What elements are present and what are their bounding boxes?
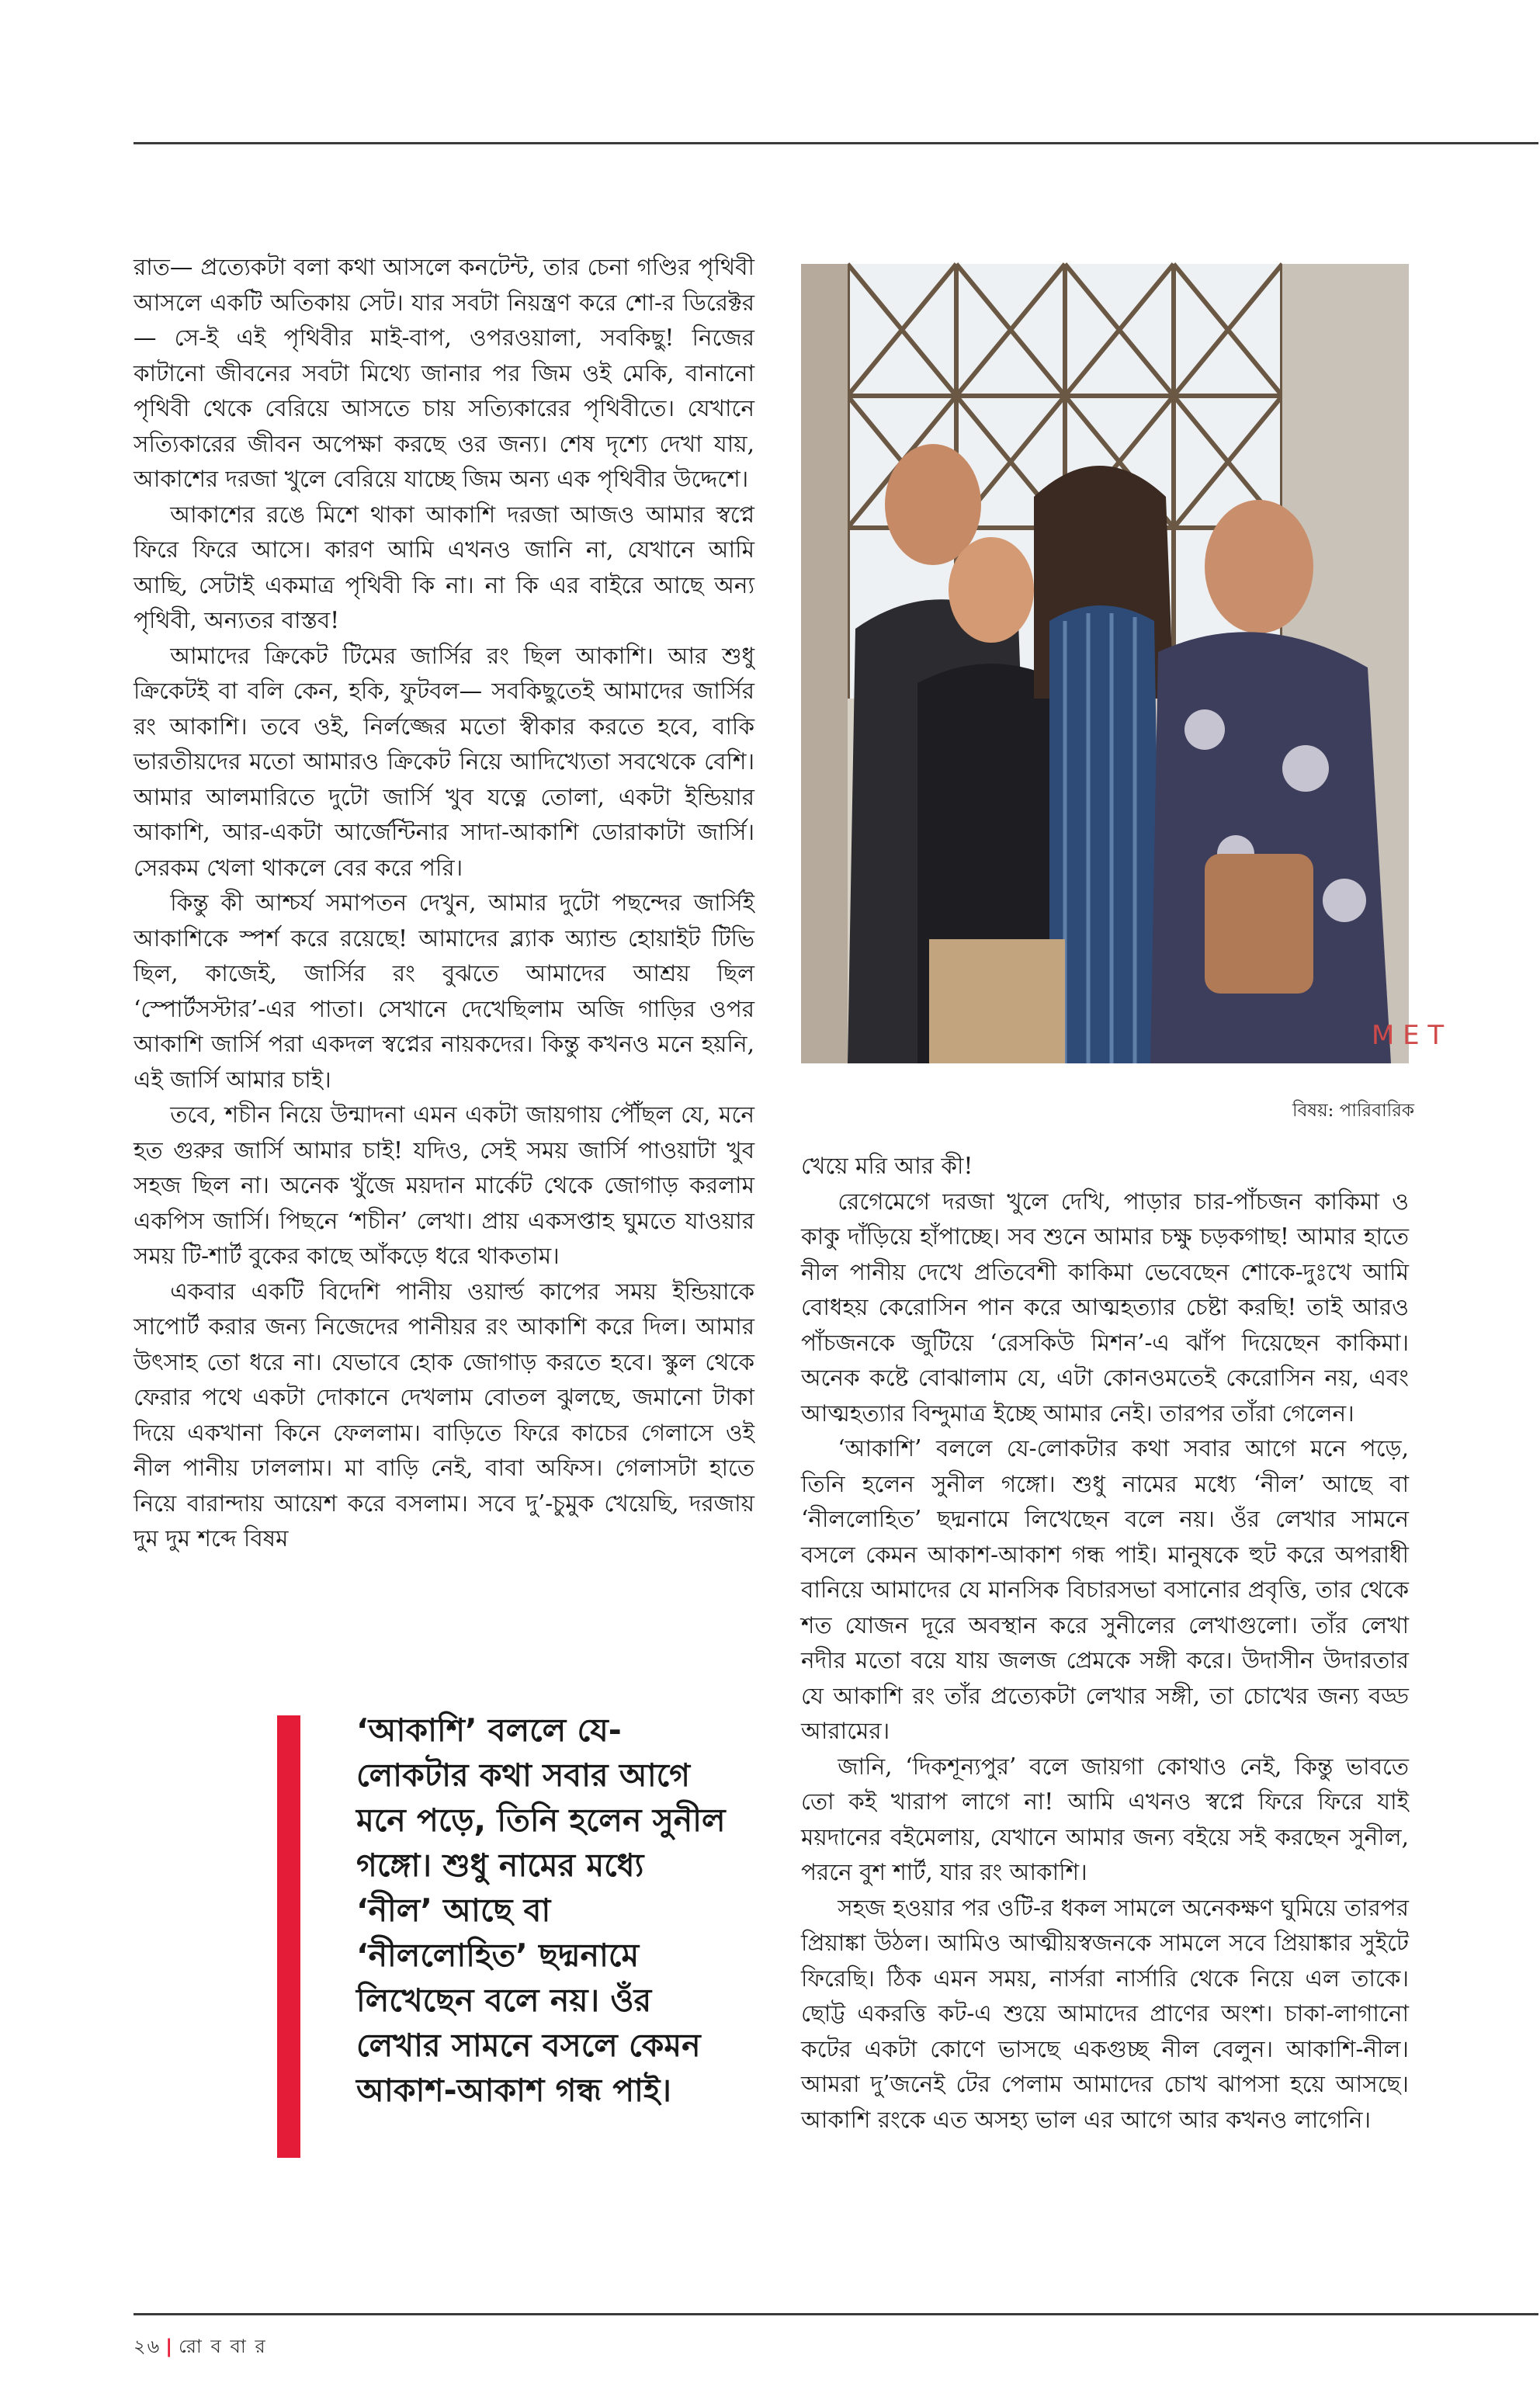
paragraph: কিন্তু কী আশ্চর্য সমাপতন দেখুন, আমার দুটো পছন্দের জার্সিই আকাশিকে স্পর্শ করে রয়েছে! আমাদের ব্ল্যাক অ্যান্ড হোয়াইট টিভি ছিল, কাজেই, জার্সির রং বুঝতে আমাদের আশ্রয় ছিল ‘স্পোর্টসস্টার’-এর পাতা। সেখানে দেখেছিলাম অজি গাড়ির ওপর আকাশি জার্সি পরা একদল স্বপ্নের নায়কদের। কিন্তু কখনও মনে হয়নি, এই জার্সি আমার চাই।: [134, 890, 754, 1093]
paragraph: আমাদের ক্রিকেট টিমের জার্সির রং ছিল আকাশি। আর শুধু ক্রিকেটই বা বলি কেন, হকি, ফুটবল— সবকিছুতেই আমাদের জার্সির রং আকাশি। তবে ওই, নির্লজ্জের মতো স্বীকার করতে হবে, বাকি ভারতীয়দের মতো আমারও ক্রিকেট নিয়ে আদিখ্যেতা সবথেকে বেশি। আমার আলমারিতে দুটো জার্সি খুব যত্নে তোলা, একটা ইন্ডিয়ার আকাশি, আর-একটা আর্জেন্টিনার সাদা-আকাশি ডোরাকাটা জার্সি। সেরকম খেলা থাকলে বের করে পরি।: [134, 642, 754, 881]
paragraph: সহজ হওয়ার পর ওটি-র ধকল সামলে অনেকক্ষণ ঘুমিয়ে তারপর প্রিয়াঙ্কা উঠল। আমিও আত্মীয়স্বজনকে সামলে সবে প্রিয়াঙ্কার সুইটে ফিরেছি। ঠিক এমন সময়, নার্সরা নার্সারি থেকে নিয়ে এল তাকে। ছোট্ট একরত্তি কট-এ শুয়ে আমাদের প্রাণের অংশ। চাকা-লাগানো কটের একটা কোণে ভাসছে একগুচ্ছ নীল বেলুন। আকাশি-নীল। আমরা দু’জনেই টের পেলাম আমাদের চোখ ঝাপসা হয়ে আসছে। আকাশি রংকে এত অসহ্য ভাল এর আগে আর কখনও লাগেনি।: [801, 1894, 1409, 2133]
page-number: ২৬: [134, 2336, 161, 2357]
pull-quote: ‘আকাশি’ বললে যে-লোকটার কথা সবার আগে মনে পড়ে, তিনি হলেন সুনীল গঙ্গো। শুধু নামের মধ্যে ‘নীল’ আছে বা ‘নীললোহিত’ ছদ্মনামে লিখেছেন বলে নয়। ওঁর লেখার সামনে বসলে কেমন আকাশ-আকাশ গন্ধ পাই।: [356, 1712, 726, 2109]
paragraph: খেয়ে মরি আর কী!: [801, 1153, 973, 1179]
top-rule: [134, 142, 1538, 144]
folio: [134, 2332, 267, 2364]
bottom-rule: [134, 2313, 1538, 2315]
folio-separator: |: [165, 2336, 174, 2357]
sign-text: M E T: [1372, 1020, 1445, 1051]
paragraph: আকাশের রঙে মিশে থাকা আকাশি দরজা আজও আমার স্বপ্নে ফিরে ফিরে আসে। কারণ আমি এখনও জানি না, যেখানে আমি আছি, সেটাই একমাত্র পৃথিবী কি না। না কি এর বাইরে আছে অন্য পৃথিবী, অন্যতর বাস্তব!: [134, 501, 754, 633]
right-column: [801, 1149, 1409, 2189]
photo-caption: বিষয়: পারিবারিক: [1292, 1101, 1414, 1121]
paragraph: একবার একটি বিদেশি পানীয় ওয়ার্ল্ড কাপের সময় ইন্ডিয়াকে সাপোর্ট করার জন্য নিজেদের পানীয়র রং আকাশি করে দিল। আমার উৎসাহ তো ধরে না। যেভাবে হোক জোগাড় করতে হবে। স্কুল থেকে ফেরার পথে একটা দোকানে দেখলাম বোতল ঝুলছে, জমানো টাকা দিয়ে একখানা কিনে ফেললাম। বাড়িতে ফিরে কাচের গেলাসে ওই নীল পানীয় ঢাললাম। মা বাড়ি নেই, বাবা অফিস। গেলাসটা হাতে নিয়ে বারান্দায় আয়েশ করে বসলাম। সবে দু’-চুমুক খেয়েছি, দরজায় দুম দুম শব্দে বিষম: [134, 1278, 754, 1552]
paragraph: ‘আকাশি’ বললে যে-লোকটার কথা সবার আগে মনে পড়ে, তিনি হলেন সুনীল গঙ্গো। শুধু নামের মধ্যে ‘নীল’ আছে বা ‘নীললোহিত’ ছদ্মনামে লিখেছেন বলে নয়। ওঁর লেখার সামনে বসলে কেমন আকাশ-আকাশ গন্ধ পাই। মানুষকে হুট করে অপরাধী বানিয়ে আমাদের যে মানসিক বিচারসভা বসানোর প্রবৃত্তি, তার থেকে শত যোজন দূরে অবস্থান করে সুনীলের লেখাগুলো। তাঁর লেখা নদীর মতো বয়ে যায় জলজ প্রেমকে সঙ্গী করে। উদাসীন উদারতার যে আকাশি রং তাঁর প্রত্যেকটা লেখার সঙ্গী, তা চোখের জন্য বড্ড আরামের।: [801, 1435, 1409, 1744]
paragraph: রাত— প্রত্যেকটা বলা কথা আসলে কনটেন্ট, তার চেনা গণ্ডির পৃথিবী আসলে একটি অতিকায় সেট। যার সবটা নিয়ন্ত্রণ করে শো-র ডিরেক্টর— সে-ই এই পৃথিবীর মাই-বাপ, ওপরওয়ালা, সবকিছু! নিজের কাটানো জীবনের সবটা মিথ্যে জানার পর জিম ওই মেকি, বানানো পৃথিবী থেকে বেরিয়ে আসতে চায় সত্যিকারের পৃথিবীতে। যেখানে সত্যিকারের জীবন অপেক্ষা করছে ওর জন্য। শেষ দৃশ্যে দেখা যায়, আকাশের দরজা খুলে বেরিয়ে যাচ্ছে জিম অন্য এক পৃথিবীর উদ্দেশে।: [134, 254, 754, 492]
family-photo: [801, 264, 1445, 1063]
pull-quote-bar: [277, 1715, 300, 2158]
magazine-name: রো ব বা র: [178, 2336, 267, 2357]
paragraph: জানি, ‘দিকশূন্যপুর’ বলে জায়গা কোথাও নেই, কিন্তু ভাবতে তো কই খারাপ লাগে না! আমি এখনও স্বপ্নে ফিরে ফিরে যাই ময়দানের বইমেলায়, যেখানে আমার জন্য বইয়ে সই করছেন সুনীল, পরনে বুশ শার্ট, যার রং আকাশি।: [801, 1753, 1409, 1885]
left-column: [134, 250, 754, 1601]
paragraph: তবে, শচীন নিয়ে উন্মাদনা এমন একটা জায়গায় পৌঁছল যে, মনে হত গুরুর জার্সি আমার চাই! যদিও, সেই সময় জার্সি পাওয়াটা খুব সহজ ছিল না। অনেক খুঁজে ময়দান মার্কেট থেকে জোগাড় করলাম একপিস জার্সি। পিছনে ‘শচীন’ লেখা। প্রায় একসপ্তাহ ঘুমতে যাওয়ার সময় টি-শার্ট বুকের কাছে আঁকড়ে ধরে থাকতাম।: [134, 1101, 754, 1269]
paragraph: রেগেমেগে দরজা খুলে দেখি, পাড়ার চার-পাঁচজন কাকিমা ও কাকু দাঁড়িয়ে হাঁপাচ্ছে। সব শুনে আমার চক্ষু চড়কগাছ! আমার হাতে নীল পানীয় দেখে প্রতিবেশী কাকিমা ভেবেছেন শোকে-দুঃখে আমি বোধহয় কেরোসিন পান করে আত্মহত্যার চেষ্টা করছি! তাই আরও পাঁচজনকে জুটিয়ে ‘রেসকিউ মিশন’-এ ঝাঁপ দিয়েছেন কাকিমা। অনেক কষ্টে বোঝালাম যে, এটা কোনওমতেই কেরোসিন নয়, এবং আত্মহত্যার বিন্দুমাত্র ইচ্ছে আমার নেই। তারপর তাঁরা গেলেন।: [801, 1188, 1409, 1427]
